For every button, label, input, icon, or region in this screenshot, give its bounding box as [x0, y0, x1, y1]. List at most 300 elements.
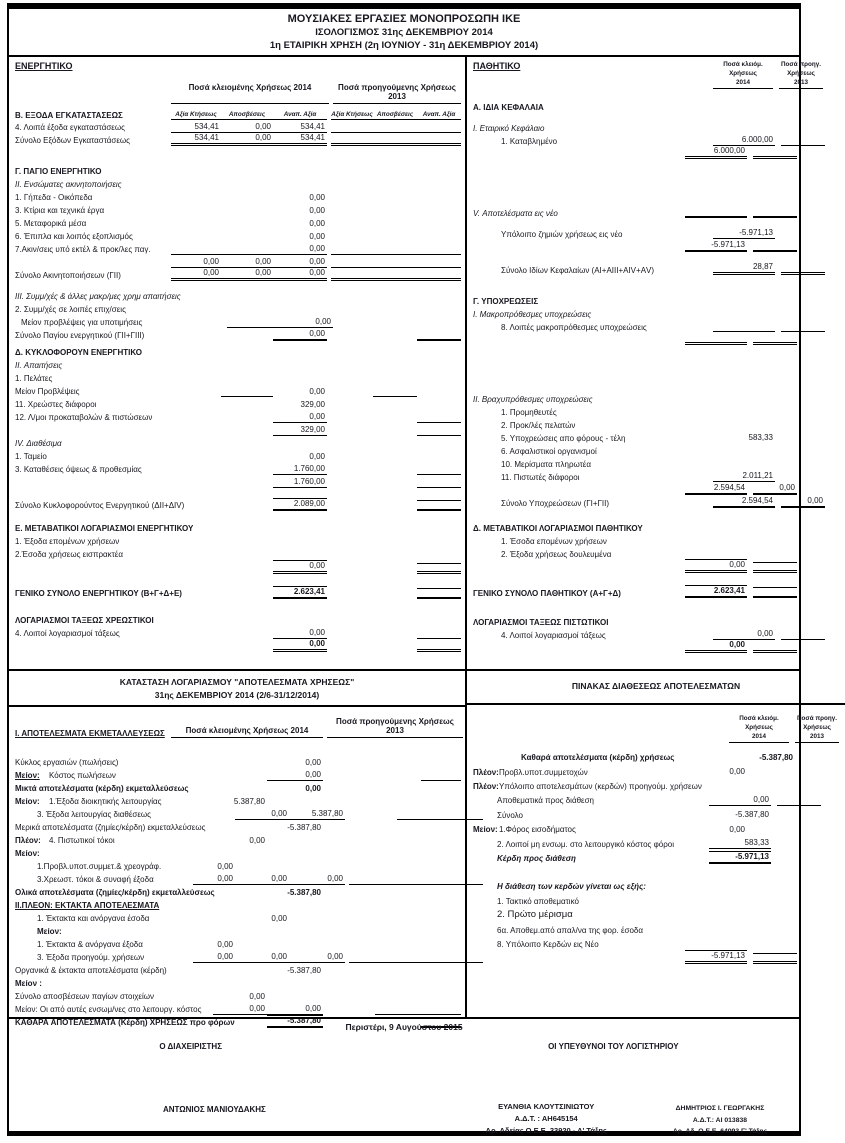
row-label-cell: [15, 550, 171, 560]
accountant-2-name: ΔΗΜΗΤΡΙΟΣ Ι. ΓΕΩΡΓΑΚΗΣ: [675, 1105, 765, 1112]
value-cell: [421, 900, 461, 911]
row-label: Μείον:: [37, 927, 62, 937]
value-cell: -5.971,13: [685, 950, 747, 964]
table-row: [473, 332, 825, 345]
table-row: [473, 319, 825, 332]
spacer: [15, 146, 465, 164]
row-label-cell: [473, 550, 713, 560]
col-acquisition-value-2014: Αξία Κτήσεως: [171, 111, 221, 120]
row-label-cell: [473, 499, 713, 509]
value-cell: [273, 523, 327, 534]
table-row: [15, 397, 465, 410]
value-cell: [331, 412, 373, 423]
table-row: [15, 768, 465, 781]
value-cell: [171, 783, 213, 794]
value-cell: -5.971,13: [713, 228, 775, 239]
value-cell: [213, 965, 267, 976]
value-cell: [781, 445, 825, 456]
value-cell: [331, 291, 373, 302]
value-cell: [753, 587, 797, 598]
col-previous-2013: [779, 61, 823, 89]
value-cell: [193, 913, 235, 924]
table-row: [15, 371, 465, 384]
value-cell: [273, 373, 327, 384]
value-cell: [171, 757, 213, 768]
value-cell: [753, 522, 797, 533]
value-cell: [331, 549, 373, 560]
spacer: [15, 511, 465, 521]
value-cell: [373, 386, 417, 397]
value-cell: [417, 464, 461, 475]
col-line: 2014: [751, 732, 766, 740]
row-label: I. Μακροπρόθεσμες υποχρεώσεις: [473, 309, 592, 319]
row-label-cell: [473, 882, 709, 892]
value-cell: [417, 438, 461, 449]
row-label-cell: [15, 292, 181, 302]
value-cell: [171, 536, 221, 547]
value-cell: -5.971,13: [685, 240, 747, 252]
assets-heading: ΕΝΕΡΓΗΤΙΚΟ: [15, 61, 73, 71]
value-cell: [777, 853, 821, 864]
value-cell: [171, 523, 221, 534]
value-cell: [417, 523, 461, 534]
table-row: [473, 892, 845, 906]
value-cell: [331, 205, 373, 216]
value-cell: [417, 563, 461, 574]
value-cell: [327, 1004, 375, 1015]
table-row: [15, 462, 465, 475]
value-cell: [171, 425, 221, 436]
assets-year-groups: [15, 83, 465, 104]
table-row: [15, 190, 465, 203]
value-cell: [685, 334, 747, 345]
accountant-1-license: Αρ. Αδείας Ο.Ε.Ε. 33920 - Α' Τάξης: [485, 1126, 607, 1135]
value-cell: [331, 330, 373, 341]
row-label-cell: [473, 421, 713, 431]
value-cell: [171, 347, 221, 358]
row-label-cell: [15, 537, 171, 547]
value-cell: [753, 393, 797, 404]
value-cell: [375, 796, 421, 807]
row-label-cell: [15, 758, 171, 768]
row-label: ΛΟΓΑΡΙΑΣΜΟΙ ΤΑΞΕΩΣ ΧΡΕΩΣΤΙΚΟΙ: [15, 616, 154, 626]
row-prefix: Μείον:: [15, 849, 40, 859]
col-line: Χρήσεως: [803, 723, 831, 731]
col-closing-2014: [713, 61, 773, 89]
row-label-cell: [15, 180, 171, 190]
col-line: Ποσά προηγ.: [797, 715, 837, 722]
row-label: Σύνολο Παγίου ενεργητικού (ΓΙΙ+ΓΙΙΙ): [15, 331, 145, 341]
value-cell: [331, 192, 373, 203]
value-cell: [373, 347, 417, 358]
value-cell: [327, 770, 375, 781]
value-cell: [753, 824, 797, 835]
value-cell: 0,00: [221, 257, 273, 268]
row-label: ΚΑΘΑΡΑ ΑΠΟΤΕΛΕΣΜΑΤΑ (Κέρδη) ΧΡΗΣΕΩΣ προ φόρων: [15, 1018, 235, 1028]
row-label: ΓΕΝΙΚΟ ΣΥΝΟΛΟ ΠΑΘΗΤΙΚΟΥ (Α+Γ+Δ): [473, 588, 621, 598]
value-cell: [373, 360, 417, 371]
value-cell: [221, 218, 273, 229]
value-cell: [337, 317, 379, 328]
value-cell: [753, 122, 797, 133]
table-row: [15, 560, 465, 574]
group-spacer: [15, 83, 171, 104]
value-cell: [171, 500, 221, 511]
value-cell: [777, 838, 821, 849]
value-cell: [171, 796, 213, 807]
row-label: III. Συμμ/χές & άλλες μακρ/μες χρημ απαιτήσεις: [15, 292, 181, 302]
spacer: [473, 345, 825, 391]
value-cell: [221, 347, 273, 358]
col-previous-2013: [795, 715, 839, 743]
row-label-cell: [15, 524, 194, 534]
row-label: Κύκλος εργασιών (πωλήσεις): [15, 758, 119, 768]
value-cell: [171, 588, 221, 599]
value-cell: [213, 757, 267, 768]
value-cell: [193, 926, 235, 937]
value-cell: [221, 588, 273, 599]
value-cell: 0,00: [235, 809, 289, 820]
value-cell: [781, 264, 825, 275]
table-row: [15, 315, 465, 328]
table-row: [473, 820, 845, 834]
value-cell: [417, 135, 461, 146]
col-line: Ποσά κλειόμ.: [723, 61, 763, 68]
table-row: [473, 391, 825, 404]
row-label: 8. Λοιπές μακροπρόθεσμες υποχρεώσεις: [501, 322, 647, 332]
table-row: [473, 748, 845, 762]
row-label-cell: [15, 979, 171, 989]
row-label-cell: [473, 266, 713, 276]
row-label: Γ. ΠΑΓΙΟ ΕΝΕΡΓΗΤΙΚΟ: [15, 167, 102, 177]
income-group-2013: Ποσά προηγούμενης Χρήσεως 2013: [327, 717, 463, 738]
value-cell: [753, 207, 797, 218]
spacer: [473, 275, 825, 293]
value-cell: [753, 241, 797, 252]
table-row: [473, 763, 845, 777]
value-cell: [753, 308, 797, 319]
row-label-cell: [15, 331, 171, 341]
value-cell: [375, 887, 421, 898]
value-cell: [235, 926, 289, 937]
table-row: [473, 469, 825, 482]
value-cell: 1.760,00: [273, 464, 327, 475]
table-row: [473, 585, 825, 598]
value-cell: [781, 629, 825, 640]
value-cell: -5.387,80: [287, 888, 321, 897]
value-cell: 0,00: [685, 559, 747, 573]
value-cell: [221, 628, 273, 639]
value-cell: [273, 536, 327, 547]
spacer: [473, 218, 825, 226]
row-label: II. Βραχυπρόθεσμες υποχρεώσεις: [473, 394, 593, 404]
value-cell: [221, 244, 273, 255]
row-label-cell: [473, 537, 713, 547]
value-cell: [417, 386, 461, 397]
value-cell: [171, 477, 221, 488]
income-group-2014: Ποσά κλειομένης Χρήσεως 2014: [171, 726, 323, 738]
value-cell: [417, 218, 461, 229]
row-label-cell: [473, 473, 713, 483]
value-cell: [421, 1004, 461, 1015]
value-cell: [213, 887, 267, 898]
value-cell: [373, 179, 417, 190]
row-label-cell: [473, 395, 685, 405]
value-cell: [331, 231, 373, 242]
value-cell: [171, 835, 213, 846]
row-label-cell: [473, 447, 713, 457]
value-cell: [221, 425, 273, 436]
value-cell: [221, 205, 273, 216]
row-label-cell: [473, 897, 709, 907]
col-line: Χρήσεως: [745, 723, 773, 731]
table-row: [473, 950, 845, 964]
row-label-cell: [473, 103, 685, 113]
value-cell: [331, 500, 373, 511]
table-row: [15, 976, 465, 989]
value-cell: [417, 477, 461, 488]
row-label-cell: [15, 901, 171, 911]
table-row: [15, 1002, 465, 1015]
spacer: [473, 598, 825, 614]
value-cell: [349, 952, 397, 963]
value-cell: 534,41: [171, 133, 221, 146]
table-row: [15, 950, 465, 963]
table-row: [473, 792, 845, 806]
value-cell: [267, 900, 323, 911]
col-depreciation-2014: Αποσβέσεις: [221, 111, 273, 120]
value-cell: [781, 535, 825, 546]
row-label: 5. Υποχρεώσεις απο φόρους - τέλη: [501, 433, 626, 443]
row-label-cell: [15, 348, 171, 358]
col-line: 2013: [809, 732, 824, 740]
value-cell: 2.089,00: [273, 498, 327, 511]
value-cell: 0,00: [213, 1004, 267, 1015]
row-label-cell: [473, 310, 685, 320]
table-row: [15, 547, 465, 560]
table-row: [473, 835, 845, 849]
value-cell: [193, 809, 235, 820]
value-cell: [221, 451, 273, 462]
row-label-cell: [473, 782, 702, 792]
table-row: [473, 443, 825, 456]
document-title: ΙΣΟΛΟΓΙΣΜΟΣ 31ης ΔΕΚΕΜΒΡΙΟΥ 2014: [315, 27, 493, 38]
row-label: 1. Γήπεδα - Οικόπεδα: [15, 193, 93, 203]
row-label: Δ. ΜΕΤΑΒΑΤΙΚΟΙ ΛΟΓΑΡΙΑΣΜΟΙ ΠΑΘΗΤΙΚΟΥ: [473, 523, 643, 533]
value-cell: 0,00: [309, 452, 325, 461]
row-label: Υπόλοιπο ζημιών χρήσεως εις νέο: [501, 229, 623, 239]
table-row: [15, 924, 465, 937]
value-cell: [373, 425, 417, 436]
row-label: 2. Έξοδα χρήσεως δουλευμένα: [501, 549, 612, 559]
value-cell: 0,00: [273, 639, 327, 652]
value-cell: [417, 412, 461, 423]
value-cell: [331, 386, 373, 397]
table-row: [15, 639, 465, 652]
table-row: [15, 898, 465, 911]
row-label-cell: [15, 305, 171, 315]
value-cell: 2.623,41: [273, 586, 327, 599]
value-cell: [373, 641, 417, 652]
table-row: [473, 546, 825, 559]
value-cell: 0,00: [235, 952, 289, 963]
value-cell: [171, 563, 221, 574]
value-cell: 0,00: [221, 268, 273, 281]
value-cell: [213, 900, 267, 911]
value-cell: -5.387,80: [287, 966, 321, 975]
row-label: Μείον: Οι από αυτές ενσωμ/νες στο λειτουργ. κόστος: [15, 1005, 202, 1015]
table-row: [15, 410, 465, 423]
value-cell: 0,00: [729, 767, 745, 777]
value-cell: [331, 244, 373, 255]
row-label: 4. Λοιπά έξοδα εγκαταστάσεως: [15, 123, 125, 133]
value-cell: [709, 895, 771, 906]
row-label: 2. Συμμ/χές σε λοιπές επιχ/σεις: [15, 305, 126, 315]
income-statement-subtitle: 31ης ΔΕΚΕΜΒΡΙΟΥ 2014 (2/6-31/12/2014): [154, 690, 320, 700]
value-cell: [417, 205, 461, 216]
value-cell: [221, 641, 273, 652]
row-label: Μείον Προβλέψεις: [15, 387, 80, 397]
table-row: [473, 533, 825, 546]
accountant-1-name: ΕΥΑΝΘΙΑ ΚΛΟΥΤΣΙΝΙΩΤΟΥ: [498, 1102, 595, 1111]
row-label: 1.Έξοδα διοικητικής λειτουργίας: [49, 797, 162, 807]
row-label: Σύνολο Ακινητοποιήσεων (ΓΙΙ): [15, 271, 121, 281]
row-label: Η διάθεση των κερδών γίνεται ως εξής:: [497, 882, 646, 892]
table-row: [15, 846, 465, 859]
col-acquisition-value-2013: Αξία Κτήσεως: [331, 111, 373, 118]
accountant-1-block: [444, 1101, 649, 1137]
row-label-cell: [473, 811, 709, 821]
row-label-cell: [15, 374, 171, 384]
value-cell: 0,00: [781, 496, 825, 508]
allocation-title: ΠΙΝΑΚΑΣ ΔΙΑΘΕΣΕΩΣ ΑΠΟΤΕΛΕΣΜΑΤΩΝ: [467, 671, 845, 705]
value-cell: [221, 563, 273, 574]
row-label: 8. Υπόλοιπο Κερδών εις Νέο: [497, 939, 599, 949]
row-label-cell: [473, 434, 713, 444]
liabilities-panel: [467, 57, 829, 669]
row-label: 1. Έξοδα επομένων χρήσεων: [15, 537, 120, 547]
value-cell: [373, 270, 417, 281]
row-label: 3. Κτίρια και τεχνικά έργα: [15, 206, 105, 216]
row-label-cell: [15, 966, 171, 976]
value-cell: [331, 360, 373, 371]
col-line: 2013: [793, 78, 808, 86]
value-cell: [331, 523, 373, 534]
table-row: [473, 921, 845, 935]
table-row: [473, 520, 825, 533]
value-cell: 0,00: [273, 560, 327, 574]
value-cell: [685, 295, 747, 306]
value-cell: [221, 179, 273, 190]
spacer: [473, 112, 825, 120]
value-cell: [171, 770, 213, 781]
value-cell: 0,00: [753, 483, 797, 495]
row-label-cell: [473, 323, 713, 333]
value-cell: [267, 978, 323, 989]
row-label: Μικτά αποτελέσματα (κέρδη) εκμεταλλεύσεως: [15, 784, 189, 794]
spacer: [473, 573, 825, 585]
value-cell: [685, 122, 747, 133]
value-cell: [227, 317, 279, 328]
value-cell: [331, 257, 373, 268]
value-cell: [373, 257, 417, 268]
value-cell: [753, 766, 797, 777]
table-row: [15, 781, 465, 794]
row-label-cell: [15, 219, 171, 229]
row-label: ΓΕΝΙΚΟ ΣΥΝΟΛΟ ΕΝΕΡΓΗΤΙΚΟΥ (Β+Γ+Δ+Ε): [15, 589, 182, 599]
value-cell: [421, 783, 461, 794]
row-label: 4. Λοιποί λογαριασμοί τάξεως: [15, 629, 120, 639]
table-row: [473, 559, 825, 573]
value-cell: [781, 419, 825, 430]
value-cell: [331, 615, 373, 626]
row-label: 2.Έσοδα χρήσεως εισπρακτέα: [15, 550, 123, 560]
col-line: Χρήσεως: [787, 69, 815, 77]
value-cell: [375, 965, 421, 976]
row-label: Υπόλοιπο αποτελεσμάτων (κερδών) προηγούμ. χρήσεων: [499, 782, 702, 792]
value-cell: [171, 205, 221, 216]
table-row: [15, 534, 465, 547]
value-cell: 0,00: [171, 257, 221, 268]
value-cell: [373, 477, 417, 488]
value-cell: [221, 330, 273, 341]
value-cell: [327, 848, 375, 859]
table-row: [15, 302, 465, 315]
row-prefix: Μείον:: [15, 797, 40, 807]
value-cell: -5.387,80: [759, 752, 793, 762]
row-label-cell: [15, 232, 171, 242]
value-cell: [171, 304, 221, 315]
row-label: 1. Πελάτες: [15, 374, 53, 384]
table-row: [473, 205, 825, 218]
value-cell: [375, 770, 421, 781]
value-cell: [171, 628, 221, 639]
value-cell: [373, 438, 417, 449]
value-cell: [421, 848, 461, 859]
value-cell: [417, 500, 461, 511]
value-cell: [781, 406, 825, 417]
signatures-footer: [9, 1017, 799, 1136]
table-row: [15, 164, 465, 177]
value-cell: [171, 218, 221, 229]
value-cell: [221, 291, 273, 302]
row-label-cell: [15, 629, 171, 639]
row-label: 1. Τακτικό αποθεματικό: [497, 896, 579, 906]
value-cell: [777, 809, 821, 820]
value-cell: [397, 861, 443, 872]
value-cell: 2.623,41: [685, 585, 747, 598]
row-label: 6. Ασφαλιστικοί οργανισμοί: [501, 446, 597, 456]
value-cell: [777, 881, 821, 892]
value-cell: [221, 360, 273, 371]
value-cell: [171, 900, 213, 911]
row-label: Κέρδη προς διάθεση: [497, 853, 576, 863]
col-line: Χρήσεως: [729, 69, 757, 77]
row-label: Δ. ΚΥΚΛΟΦΟΡΟΥΝ ΕΝΕΡΓΗΤΙΚΟ: [15, 348, 143, 358]
row-label-cell: [473, 768, 685, 778]
value-cell: 329,00: [273, 425, 327, 436]
company-name: ΜΟΥΣΙΑΚΕΣ ΕΡΓΑΣΙΕΣ ΜΟΝΟΠΡΟΣΩΠΗ ΙΚΕ: [287, 13, 521, 25]
value-cell: [421, 796, 461, 807]
table-row: [15, 358, 465, 371]
table-row: [473, 120, 825, 133]
row-label-cell: [473, 825, 685, 835]
row-label: 1. Ταμείο: [15, 452, 47, 462]
value-cell: [349, 861, 397, 872]
row-label: 6. Έπιπλα και λοιπός εξοπλισμός: [15, 232, 133, 242]
value-cell: [375, 1004, 421, 1015]
liabilities-heading: ΠΑΘΗΤΙΚΟ: [473, 61, 521, 71]
